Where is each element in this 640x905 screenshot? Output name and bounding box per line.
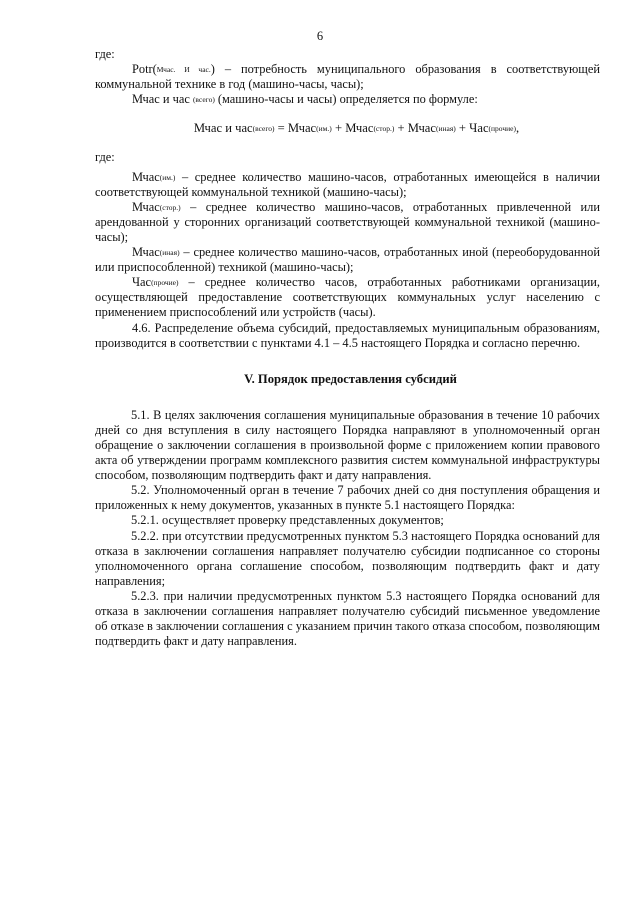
clause-4-6: 4.6. Распределение объема субсидий, предоставляемых муниципальным образованиям, производится в соответствии с пунктами 4.1 – 4.5 настоящего Порядка и согласно перечню. xyxy=(95,320,600,350)
mchas-total-definition xyxy=(95,92,600,107)
clause-5-2-2: 5.2.2. при отсутствии предусмотренных пунктом 5.3 настоящего Порядка оснований для отказа в заключении соглашения направляет получателю субсидии подписанное со стороны уполномоченного органа соглашение способом, позволяющим подтвердить факт и дату направления; xyxy=(95,528,600,588)
clause-5-2: 5.2. Уполномоченный орган в течение 7 рабочих дней со дня поступления обращения и приложенных к нему документов, указанных в пункте 5.1 настоящего Порядка: xyxy=(95,483,600,513)
formula-eq: = Мчас xyxy=(274,121,317,136)
where-label: где: xyxy=(95,47,115,61)
definition-mchas-im-symbol: Мчас xyxy=(132,169,160,184)
formula-lhs: Мчас и час xyxy=(193,121,253,136)
definition-mchas-stor-symbol: Мчас xyxy=(132,199,160,214)
clause-5-1: 5.1. В целях заключения соглашения муниципальные образования в течение 10 рабочих дней со дня вступления в силу настоящего Порядка направляют в уполномоченный орган обращение о заключении соглашения в произвольной форме с приложением копии правового акта об утверждении программ комплексного развития систем коммунальной инфраструктуры способом, позволяющим подтвердить факт и дату направления. xyxy=(95,407,600,483)
potr-text: ) – потребность муниципального образования в соответствующей коммунальной технике в год (машино-часы, часы); xyxy=(95,62,600,92)
mchas-total-subscript: (всего) xyxy=(192,95,215,105)
formula-term4-sub: (прочие) xyxy=(488,124,516,134)
definition-mchas-inaya-symbol: Мчас xyxy=(132,245,160,260)
definition-mchas-inaya-text: – среднее количество машино-часов, отработанных иной (переоборудованной или приспособленной) техникой (машино-часы); xyxy=(95,245,600,275)
clause-5-2-1: 5.2.1. осуществляет проверку представленных документов; xyxy=(131,513,444,528)
definition-mchas-stor xyxy=(95,200,600,245)
mchas-total-symbol: Мчас и час xyxy=(132,92,193,107)
where-label-2: где: xyxy=(95,150,115,165)
section-v-title: V. Порядок предоставления субсидий xyxy=(244,371,457,386)
mchas-total-text: (машино-часы и часы) определяется по формуле: xyxy=(214,92,478,107)
formula-plus2: + Мчас xyxy=(394,121,436,136)
definition-mchas-stor-sub: (стор.) xyxy=(159,202,181,212)
definition-mchas-im-sub: (им.) xyxy=(159,172,176,182)
clause-5-2-3: 5.2.3. при наличии предусмотренных пунктом 5.3 настоящего Порядка оснований для отказа в заключении соглашения направляет получателю субсидий письменное уведомление об отказе в заключении соглашения с указанием причин такого отказа способом, позволяющим подтвердить факт и дату направления. xyxy=(95,588,600,649)
definition-mchas-inaya-sub: (иная) xyxy=(159,248,180,258)
definition-chas-prochie xyxy=(95,275,600,320)
definition-chas-prochie-symbol: Час xyxy=(132,275,152,290)
formula-tail: , xyxy=(515,121,520,136)
formula-lhs-sub: (всего) xyxy=(252,124,275,134)
definition-mchas-im-text: – среднее количество машино-часов, отработанных имеющейся в наличии соответствующей коммунальной техникой (машино-часы); xyxy=(95,169,600,199)
document-body xyxy=(95,47,600,649)
potr-definition xyxy=(95,62,600,92)
definition-chas-prochie-text: – среднее количество часов, отработанных работниками организации, осуществляющей предоставление соответствующих коммунальных услуг населению с применением приспособлений или устройств (часы). xyxy=(95,275,600,320)
definition-mchas-inaya xyxy=(95,245,600,275)
formula-plus1: + Мчас xyxy=(331,121,374,136)
definition-mchas-im xyxy=(95,170,600,200)
formula xyxy=(95,121,600,136)
definition-chas-prochie-sub: (прочие) xyxy=(151,278,179,288)
potr-symbol: Potr( xyxy=(132,62,157,77)
formula-term3-sub: (иная) xyxy=(435,124,456,134)
formula-term1-sub: (им.) xyxy=(316,124,332,134)
page-number: 6 xyxy=(316,29,324,43)
definition-mchas-stor-text: – среднее количество машино-часов, отработанных привлеченной или арендованной у сторонних организаций соответствующей коммунальной техникой (машино-часы); xyxy=(95,199,600,244)
formula-plus3: + Час xyxy=(455,121,489,136)
formula-term2-sub: (стор.) xyxy=(373,124,395,134)
potr-subscript: Мчас. И час. xyxy=(156,65,211,75)
